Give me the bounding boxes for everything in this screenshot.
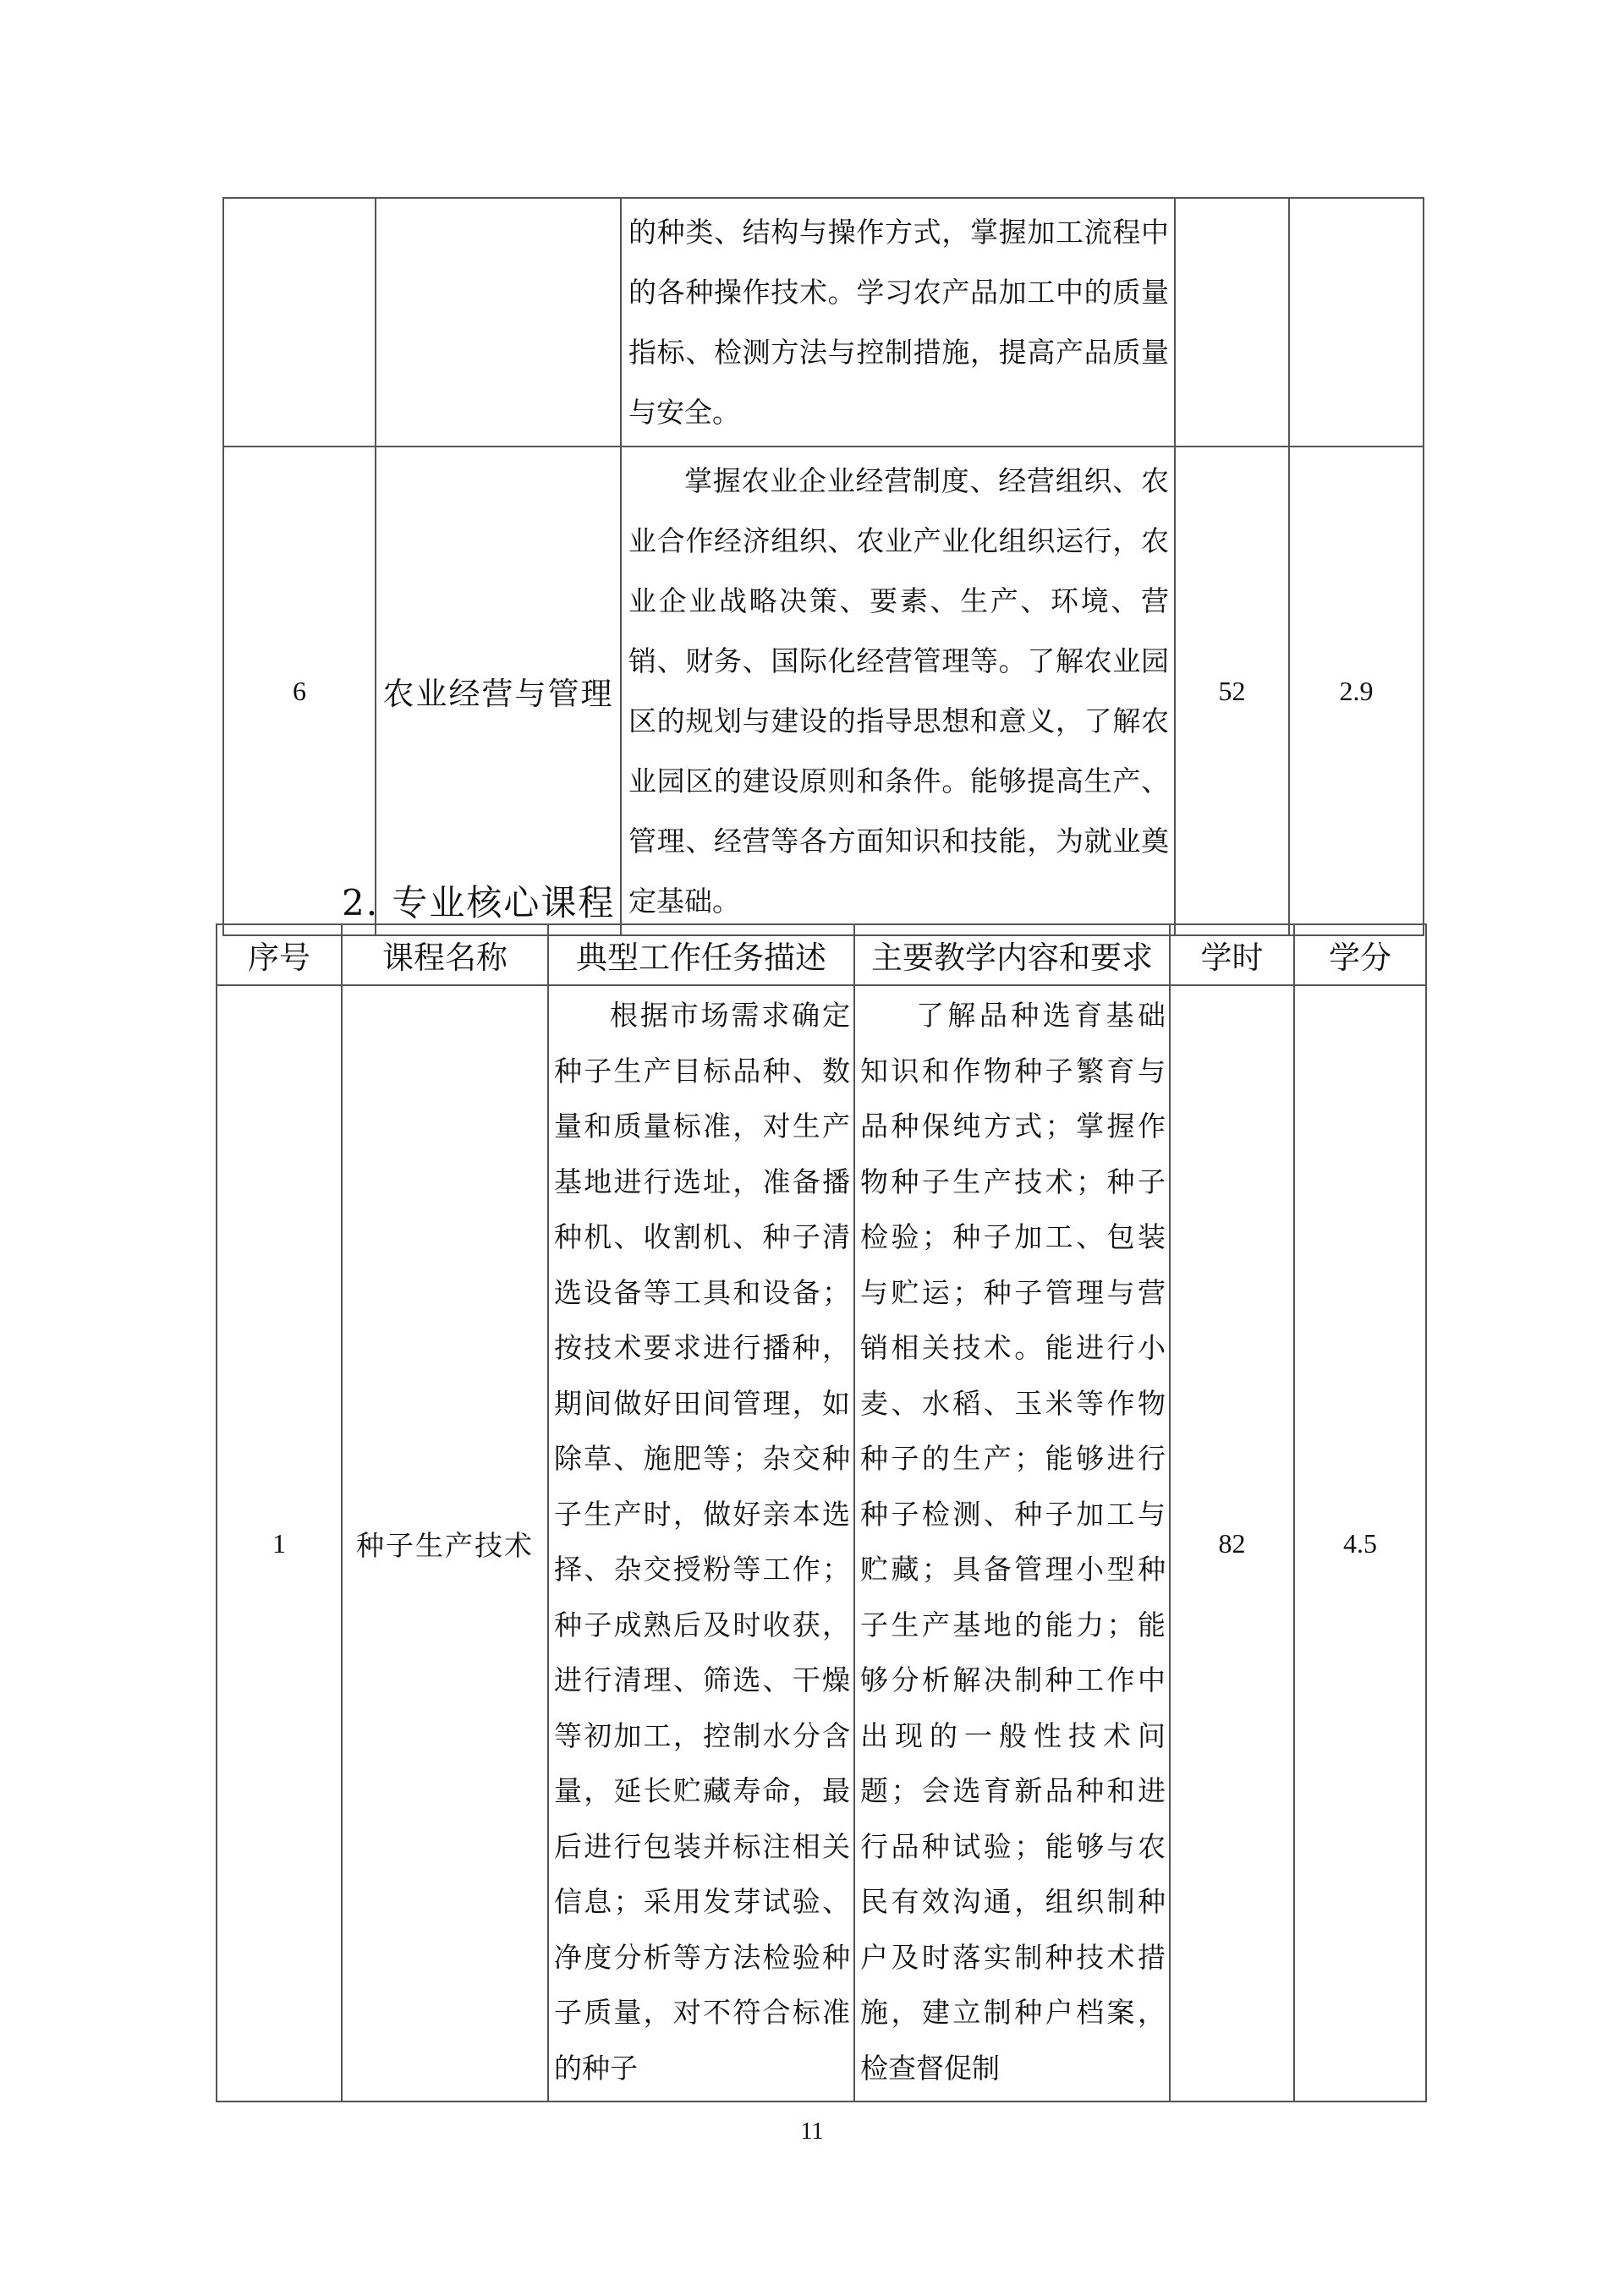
page-number: 11 bbox=[800, 2118, 824, 2145]
header-content: 主要教学内容和要求 bbox=[854, 924, 1170, 985]
task-cell bbox=[548, 985, 854, 2101]
hours-cell bbox=[1175, 198, 1289, 447]
core-course-table bbox=[216, 923, 1427, 2102]
header-no: 序号 bbox=[217, 924, 342, 985]
table-row bbox=[223, 447, 1424, 935]
hours-value: 52 bbox=[1175, 447, 1289, 935]
credits-value: 4.5 bbox=[1294, 985, 1426, 2101]
course-name: 农业经营与管理 bbox=[376, 447, 621, 935]
description-cell bbox=[621, 447, 1175, 935]
description-text: 掌握农业企业经营制度、经营组织、农业合作经济组织、农业产业化组织运行，农业企业战略决策、要素、生产、环境、营销、财务、国际化经营管理等。了解农业园区的规划与建设的指导思想和意义，了解农业园区的建设原则和条件。能够提高生产、管理、经营等各方面知识和技能，为就业奠定基础。 bbox=[628, 464, 1169, 918]
header-credits: 学分 bbox=[1294, 924, 1426, 985]
row-number: 1 bbox=[217, 985, 342, 2101]
credits-value: 2.9 bbox=[1289, 447, 1424, 935]
content-cell bbox=[854, 985, 1170, 2101]
description-cell bbox=[621, 198, 1175, 447]
description-text: 的种类、结构与操作方式，掌握加工流程中的各种操作技术。学习农产品加工中的质量指标、检测方法与控制措施，提高产品质量与安全。 bbox=[628, 216, 1169, 429]
course-table-continued bbox=[222, 197, 1424, 936]
name-cell bbox=[376, 198, 621, 447]
credits-cell bbox=[1289, 198, 1424, 447]
header-task: 典型工作任务描述 bbox=[548, 924, 854, 985]
table-row bbox=[217, 985, 1426, 2101]
header-hours: 学时 bbox=[1170, 924, 1294, 985]
table-header-row bbox=[217, 924, 1426, 985]
header-course-name: 课程名称 bbox=[342, 924, 548, 985]
row-number: 6 bbox=[223, 447, 376, 935]
table-row bbox=[223, 198, 1424, 447]
hours-value: 82 bbox=[1170, 985, 1294, 2101]
content-text: 了解品种选育基础知识和作物种子繁育与品种保纯方式；掌握作物种子生产技术；种子检验；种子加工、包装与贮运；种子管理与营销相关技术。能进行小麦、水稻、玉米等作物种子的生产；能够进行种子检测、种子加工与贮藏；具备管理小型种子生产基地的能力；能够分析解决制种工作中出现的一般性技术问题；会选育新品种和进行品种试验；能够与农民有效沟通，组织制种户及时落实制种技术措施，建立制种户档案，检查督促制 bbox=[860, 999, 1166, 2085]
course-name: 种子生产技术 bbox=[342, 985, 548, 2101]
section-title: 2. 专业核心课程 bbox=[342, 882, 616, 923]
no-cell bbox=[223, 198, 376, 447]
task-text: 根据市场需求确定种子生产目标品种、数量和质量标准，对生产基地进行选址，准备播种机、收割机、种子清选设备等工具和设备；按技术要求进行播种，期间做好田间管理，如除草、施肥等；杂交种子生产时，做好亲本选择、杂交授粉等工作；种子成熟后及时收获，进行清理、筛选、干燥等初加工，控制水分含量，延长贮藏寿命，最后进行包装并标注相关信息；采用发芽试验、净度分析等方法检验种子质量，对不符合标准的种子 bbox=[554, 999, 850, 2085]
